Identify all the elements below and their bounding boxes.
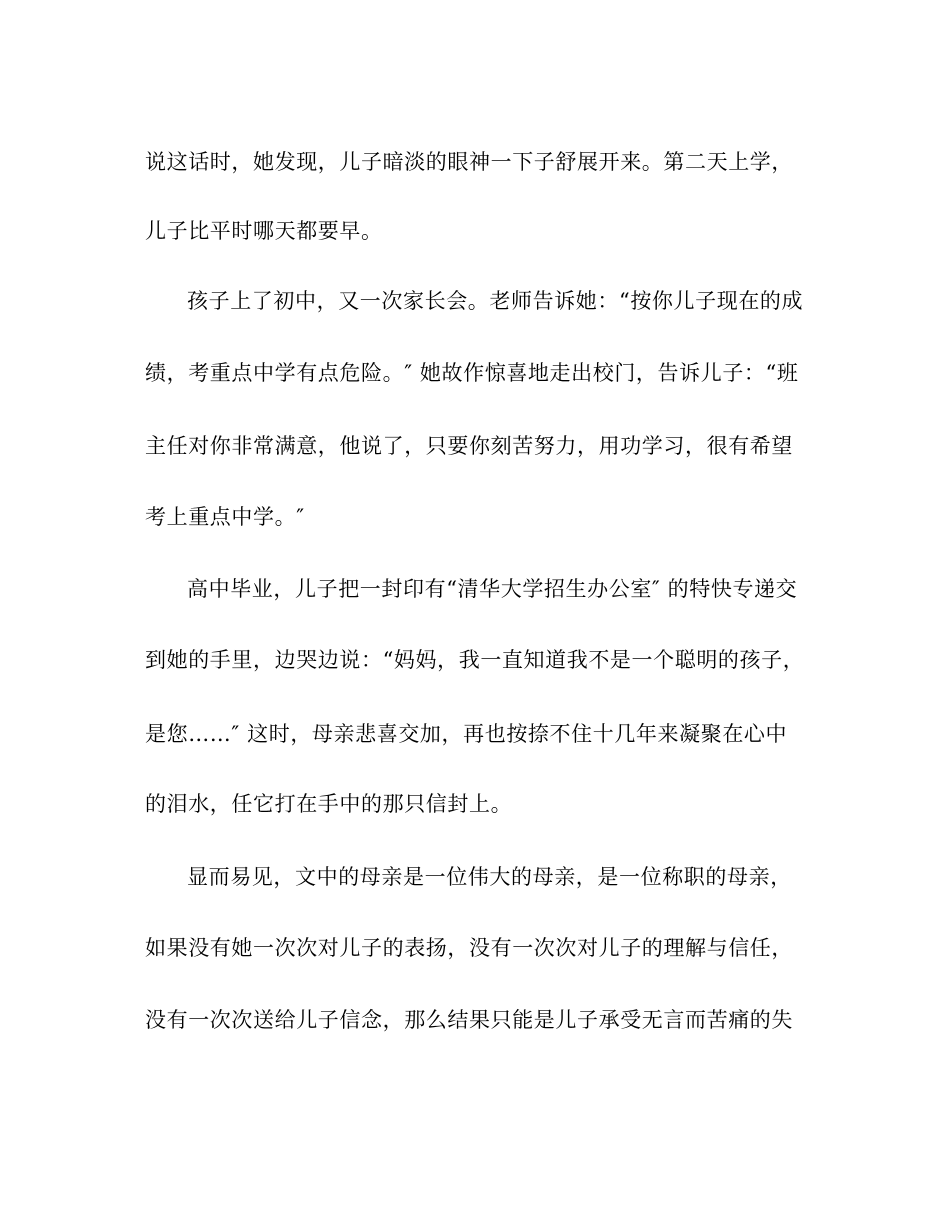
paragraph-start-line: 显而易见，文中的母亲是一位伟大的母亲，是一位称职的母亲，	[187, 865, 792, 889]
text-line: 考上重点中学。″	[145, 505, 305, 529]
text-line: 绩，考重点中学有点危险。″ 她故作惊喜地走出校门，告诉儿子：“班	[145, 361, 799, 385]
text-line: 的泪水，任它打在手中的那只信封上。	[145, 792, 513, 816]
text-line: 如果没有她一次次对儿子的表扬，没有一次次对儿子的理解与信任，	[145, 936, 793, 960]
paragraph-start-line: 高中毕业，儿子把一封印有“清华大学招生办公室″ 的特快专递交	[187, 577, 798, 601]
paragraph-start-line: 孩子上了初中，又一次家长会。老师告诉她：“按你儿子现在的成	[187, 289, 804, 313]
text-line: 儿子比平时哪天都要早。	[145, 219, 383, 243]
text-line: 说这话时，她发现，儿子暗淡的眼神一下子舒展开来。第二天上学，	[145, 150, 793, 174]
text-line: 主任对你非常满意，他说了，只要你刻苦努力，用功学习，很有希望	[145, 434, 793, 458]
text-line: 到她的手里，边哭边说：“妈妈，我一直知道我不是一个聪明的孩子，	[145, 648, 805, 672]
text-line: 是您……″ 这时，母亲悲喜交加，再也按捺不住十几年来凝聚在心中	[145, 722, 788, 746]
text-line: 没有一次次送给儿子信念，那么结果只能是儿子承受无言而苦痛的失	[145, 1008, 793, 1032]
